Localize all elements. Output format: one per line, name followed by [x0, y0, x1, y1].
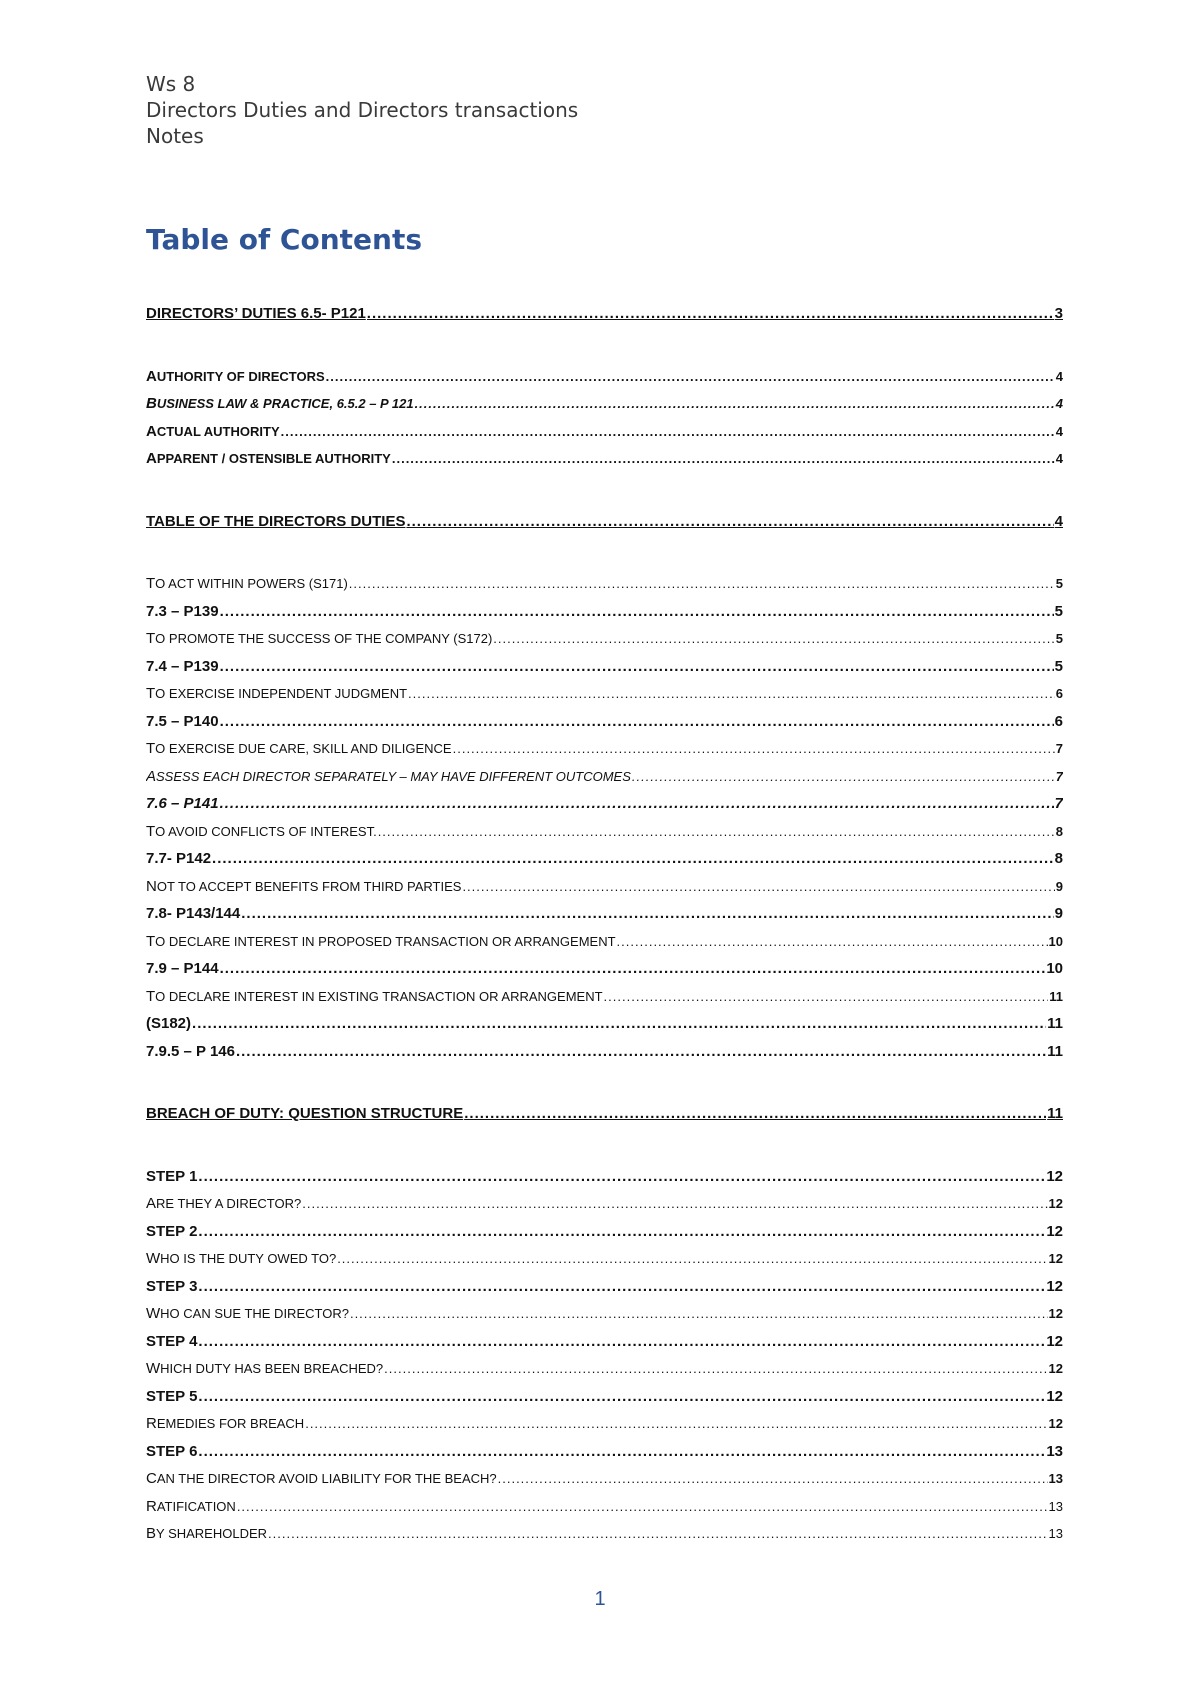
toc-entry-page: 8 — [1054, 850, 1063, 867]
toc-entry-text: (S182) — [146, 1015, 192, 1032]
toc-entry[interactable] — [146, 445, 1063, 473]
toc-entry-text: STEP 2 — [146, 1222, 198, 1240]
toc-entry[interactable] — [146, 1190, 1063, 1218]
toc-entry[interactable] — [146, 1273, 1063, 1301]
toc-entry-page: 8 — [1055, 823, 1063, 839]
toc-entry-text: 7.9.5 – P 146 — [146, 1042, 235, 1060]
toc-entry-text: TO DECLARE INTEREST IN EXISTING TRANSACTION OR ARRANGEMENT — [146, 987, 603, 1005]
toc-entry-page: 12 — [1048, 1251, 1063, 1266]
toc-entry[interactable] — [146, 680, 1063, 708]
document-header — [146, 71, 578, 149]
toc-entry-page: 12 — [1048, 1306, 1063, 1321]
header-line-1: Ws 8 — [146, 72, 196, 96]
toc-entry[interactable] — [146, 873, 1063, 901]
toc-entry[interactable] — [146, 508, 1063, 536]
header-line-3: Notes — [146, 124, 204, 148]
toc-entry-page: 12 — [1046, 1387, 1063, 1405]
toc-entry[interactable] — [146, 1010, 1063, 1038]
toc-entry-page: 11 — [1047, 1015, 1063, 1032]
toc-entry[interactable] — [146, 818, 1063, 846]
toc-entry-page: 4 — [1055, 423, 1063, 439]
toc-entry[interactable] — [146, 1465, 1063, 1493]
toc-entry-page: 12 — [1046, 1222, 1063, 1240]
toc-entry[interactable] — [146, 790, 1063, 818]
toc-entry-text: 7.4 – P139 — [146, 657, 219, 675]
toc-entry-text: TO PROMOTE THE SUCCESS OF THE COMPANY (S172) — [146, 630, 493, 647]
toc-entry[interactable] — [146, 1355, 1063, 1383]
toc-entry[interactable] — [146, 1218, 1063, 1246]
toc-entry-text: STEP 4 — [146, 1332, 198, 1350]
toc-entry-page: 13 — [1048, 1498, 1063, 1514]
toc-entry-page: 12 — [1048, 1361, 1063, 1376]
toc-entry[interactable] — [146, 708, 1063, 736]
toc-entry[interactable] — [146, 1300, 1063, 1328]
toc-entry-text: DIRECTORS’ DUTIES 6.5- P121 — [146, 305, 366, 322]
toc-entry-page: 5 — [1055, 576, 1063, 591]
toc-entry-text: 7.8- P143/144 — [146, 905, 241, 922]
toc-entry[interactable] — [146, 983, 1063, 1011]
toc-entry-page: 4 — [1055, 396, 1063, 411]
table-of-contents — [146, 300, 1063, 1548]
toc-entry-text: BUSINESS LAW & PRACTICE, 6.5.2 – P 121 — [146, 395, 414, 412]
toc-entry-page: 7 — [1055, 741, 1063, 756]
toc-entry[interactable] — [146, 1438, 1063, 1466]
header-line-2: Directors Duties and Directors transactions — [146, 98, 579, 122]
toc-entry-page: 11 — [1049, 988, 1063, 1004]
toc-entry-page: 12 — [1048, 1196, 1063, 1211]
toc-entry-page: 13 — [1046, 1442, 1063, 1460]
toc-entry-page: 9 — [1054, 905, 1063, 922]
toc-entry-page: 10 — [1046, 960, 1063, 977]
toc-entry-page: 5 — [1054, 602, 1063, 620]
toc-entry-page: 10 — [1048, 933, 1063, 949]
toc-entry-text: 7.6 – P141 — [146, 795, 219, 812]
toc-entry-page: 4 — [1054, 512, 1063, 530]
toc-entry-page: 6 — [1055, 686, 1063, 701]
toc-entry-text: TO AVOID CONFLICTS OF INTEREST. — [146, 822, 377, 840]
toc-entry[interactable] — [146, 390, 1063, 418]
toc-entry-page: 9 — [1055, 878, 1063, 894]
page-number: 1 — [594, 1588, 606, 1610]
toc-entry[interactable] — [146, 1100, 1063, 1128]
toc-entry[interactable] — [146, 1163, 1063, 1191]
toc-entry-page: 11 — [1047, 1105, 1063, 1122]
toc-entry-text: TO ACT WITHIN POWERS (S171) — [146, 575, 348, 592]
toc-entry[interactable] — [146, 418, 1063, 446]
toc-entry[interactable] — [146, 928, 1063, 956]
toc-entry[interactable] — [146, 363, 1063, 391]
toc-entry[interactable] — [146, 1410, 1063, 1438]
toc-entry-text: STEP 1 — [146, 1167, 198, 1185]
toc-entry-text: STEP 6 — [146, 1442, 198, 1460]
toc-entry[interactable] — [146, 955, 1063, 983]
toc-entry-page: 4 — [1055, 451, 1063, 466]
toc-entry-text: TO EXERCISE INDEPENDENT JUDGMENT — [146, 685, 408, 702]
toc-entry[interactable] — [146, 1328, 1063, 1356]
toc-entry-text: 7.5 – P140 — [146, 712, 219, 730]
toc-title: Table of Contents — [146, 223, 423, 256]
toc-entry-text: BY SHAREHOLDER — [146, 1525, 268, 1542]
toc-entry[interactable] — [146, 625, 1063, 653]
toc-entry-text: RATIFICATION — [146, 1497, 236, 1515]
toc-entry-text: STEP 5 — [146, 1387, 198, 1405]
toc-entry-page: 12 — [1046, 1167, 1063, 1185]
toc-entry-page: 4 — [1055, 368, 1063, 384]
toc-entry-text: TO DECLARE INTEREST IN PROPOSED TRANSACTION OR ARRANGEMENT — [146, 932, 616, 950]
toc-entry[interactable] — [146, 570, 1063, 598]
toc-entry-text: CAN THE DIRECTOR AVOID LIABILITY FOR THE BEACH? — [146, 1470, 497, 1487]
toc-entry[interactable] — [146, 598, 1063, 626]
toc-entry[interactable] — [146, 900, 1063, 928]
toc-entry-page: 7 — [1054, 795, 1063, 812]
toc-entry[interactable] — [146, 1520, 1063, 1548]
toc-entry-page: 5 — [1055, 631, 1063, 646]
toc-entry[interactable] — [146, 653, 1063, 681]
toc-entry-text: AUTHORITY OF DIRECTORS — [146, 367, 325, 385]
toc-entry-page: 13 — [1048, 1526, 1063, 1541]
toc-entry[interactable] — [146, 763, 1063, 791]
toc-entry-text: 7.3 – P139 — [146, 602, 219, 620]
toc-entry-page: 12 — [1048, 1416, 1063, 1431]
toc-entry-page: 6 — [1054, 712, 1063, 730]
toc-entry-text: ASSESS EACH DIRECTOR SEPARATELY – MAY HAVE DIFFERENT OUTCOMES — [146, 767, 631, 785]
toc-entry-text: 7.9 – P144 — [146, 960, 219, 977]
toc-entry-text: 7.7- P142 — [146, 850, 212, 867]
toc-entry-text: TO EXERCISE DUE CARE, SKILL AND DILIGENCE — [146, 740, 452, 757]
toc-entry-text: WHO CAN SUE THE DIRECTOR? — [146, 1305, 349, 1322]
toc-entry[interactable] — [146, 735, 1063, 763]
toc-entry-page: 11 — [1047, 1042, 1063, 1060]
toc-entry-text: STEP 3 — [146, 1277, 198, 1295]
toc-entry-text: TABLE OF THE DIRECTORS DUTIES — [146, 512, 406, 530]
toc-entry-page: 3 — [1054, 305, 1063, 322]
toc-entry-text: REMEDIES FOR BREACH — [146, 1415, 305, 1432]
toc-entry-text: WHO IS THE DUTY OWED TO? — [146, 1250, 337, 1267]
toc-entry-page: 7 — [1055, 768, 1063, 784]
toc-entry-text: ARE THEY A DIRECTOR? — [146, 1195, 302, 1212]
toc-entry-page: 12 — [1046, 1277, 1063, 1295]
toc-entry[interactable] — [146, 1245, 1063, 1273]
toc-entry-text: APPARENT / OSTENSIBLE AUTHORITY — [146, 450, 391, 467]
toc-entry-text: ACTUAL AUTHORITY — [146, 422, 280, 440]
toc-entry-page: 12 — [1046, 1332, 1063, 1350]
toc-entry-page: 5 — [1054, 657, 1063, 675]
toc-entry[interactable] — [146, 1038, 1063, 1066]
toc-entry-text: NOT TO ACCEPT BENEFITS FROM THIRD PARTIES — [146, 877, 462, 895]
toc-entry[interactable] — [146, 300, 1063, 328]
toc-entry-page: 13 — [1048, 1471, 1063, 1486]
toc-entry[interactable] — [146, 1383, 1063, 1411]
toc-entry-text: BREACH OF DUTY: QUESTION STRUCTURE — [146, 1105, 464, 1122]
toc-entry-text: WHICH DUTY HAS BEEN BREACHED? — [146, 1360, 384, 1377]
toc-entry[interactable] — [146, 845, 1063, 873]
toc-entry[interactable] — [146, 1493, 1063, 1521]
